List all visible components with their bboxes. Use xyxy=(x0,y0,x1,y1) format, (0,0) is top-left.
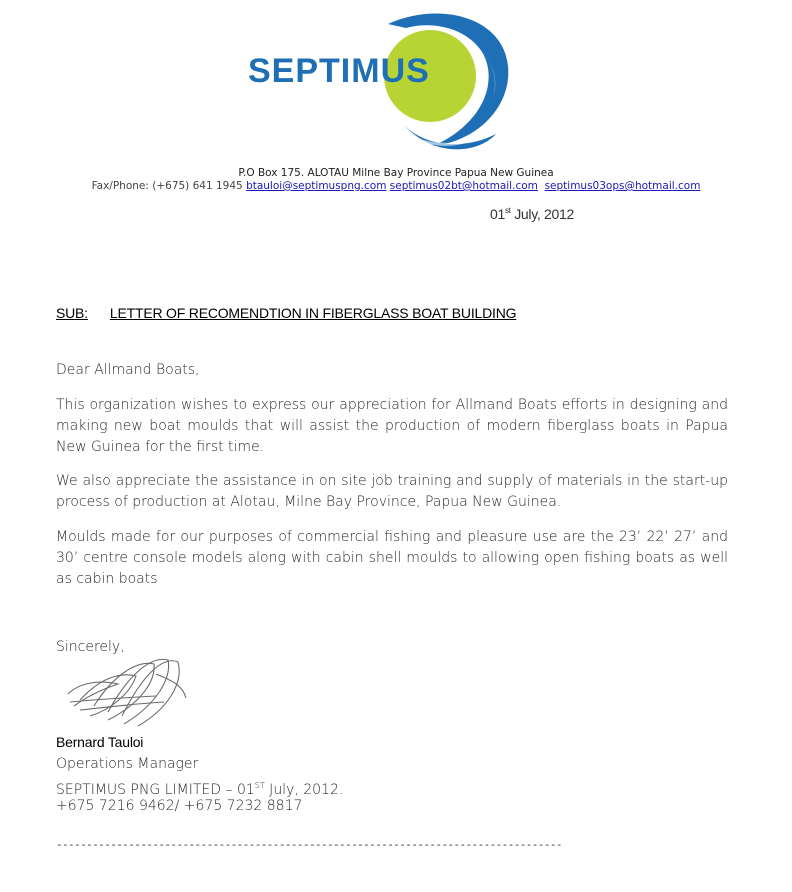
paragraph-3: Moulds made for our purposes of commercial fishing and pleasure use are the 23’ 22’ 27’ and 30’ centre console models along with cabin shell moulds to allowing open fishing boats as well as cabin boats xyxy=(56,529,728,587)
closing: Sincerely, xyxy=(56,639,125,655)
letterhead-address: P.O Box 175. ALOTAU Milne Bay Province Papua New Guinea xyxy=(238,167,554,179)
septimus-logo xyxy=(238,6,528,156)
signatory-name: Bernard Tauloi xyxy=(56,734,144,750)
subject-label: SUB: xyxy=(56,305,88,321)
paragraph-2: We also appreciate the assistance in on site job training and supply of materials in the start-up process of production at Alotau, Milne Bay Province, Papua New Guinea. xyxy=(56,473,728,510)
subject-line xyxy=(56,305,516,321)
company-prefix: SEPTIMUS PNG LIMITED – 01 xyxy=(56,782,255,798)
letterhead-contacts xyxy=(0,180,792,192)
signatory-title: Operations Manager xyxy=(56,756,199,772)
subject-text: LETTER OF RECOMENDTION IN FIBERGLASS BOAT BUILDING xyxy=(109,305,517,321)
company-date-rest: July, 2012. xyxy=(264,782,344,798)
company-date-suffix: ST xyxy=(254,781,265,790)
email-link-3[interactable]: septimus03ops@hotmail.com xyxy=(544,180,701,192)
handwritten-signature xyxy=(60,654,190,732)
email-link-2[interactable]: septimus02bt@hotmail.com xyxy=(389,180,538,192)
salutation: Dear Allmand Boats, xyxy=(56,362,200,378)
dashed-divider: ------------------------------------------------------------------------------------ xyxy=(56,838,562,851)
fax-phone-text: Fax/Phone: (+675) 641 1945 xyxy=(91,180,243,192)
paragraph-1: This organization wishes to express our appreciation for Allmand Boats efforts in designing and making new boat moulds that will assist the production of modern fiberglass boats in Papua New Guinea for the first time. xyxy=(56,397,728,455)
signatory-phone: +675 7216 9462/ +675 7232 8817 xyxy=(56,798,303,814)
svg-text:SEPTIMUS: SEPTIMUS xyxy=(248,52,430,90)
date-rest: July, 2012 xyxy=(510,206,574,222)
date-suffix: st xyxy=(504,206,511,215)
letter-date xyxy=(490,206,574,222)
email-link-1[interactable]: btauloi@septimuspng.com xyxy=(246,180,387,192)
date-day: 01 xyxy=(490,206,505,222)
